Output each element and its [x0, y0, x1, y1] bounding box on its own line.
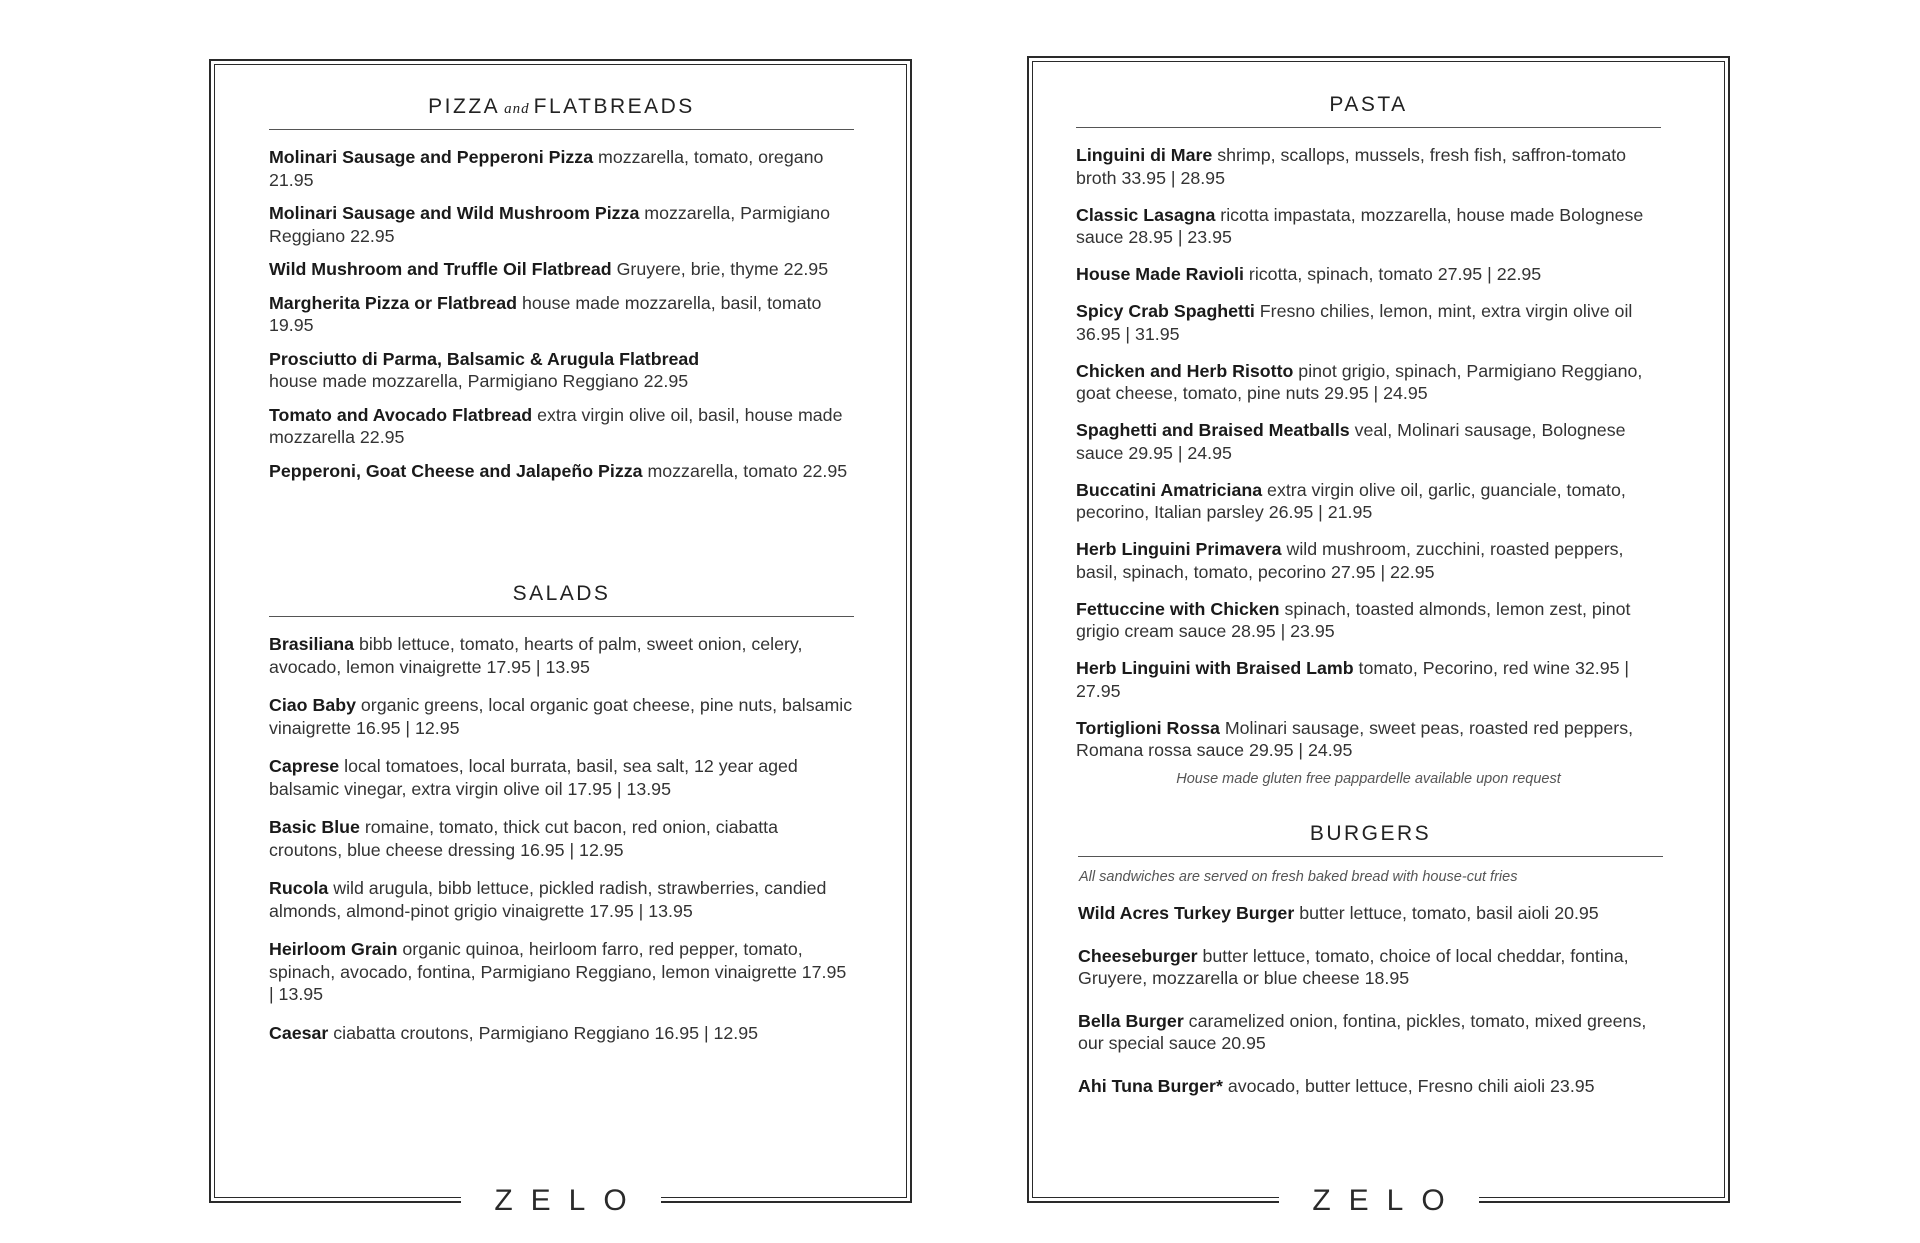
item-desc: ricotta, spinach, tomato 27.95 | 22.95: [1243, 264, 1542, 284]
menu-item: [1078, 945, 1663, 990]
item-name: Wild Acres Turkey Burger: [1078, 903, 1295, 923]
menu-item: [269, 202, 854, 247]
menu-item: [1076, 263, 1661, 286]
item-desc: ciabatta croutons, Parmigiano Reggiano 16.95 | 12.95: [328, 1022, 759, 1043]
item-name: Wild Mushroom and Truffle Oil Flatbread: [269, 259, 612, 279]
menu-item: [1076, 144, 1661, 189]
menu-item: [1076, 657, 1661, 702]
item-desc: pinot grigio, spinach, Parmigiano Reggiano, goat cheese, tomato, pine nuts 29.95 | 24.95: [1076, 360, 1643, 403]
item-desc: house made mozzarella, basil, tomato 19.95: [269, 292, 822, 335]
section-title: [269, 95, 854, 130]
item-name: Pepperoni, Goat Cheese and Jalapeño Pizza: [269, 460, 643, 481]
menu-item: [269, 938, 854, 1006]
item-name: Spicy Crab Spaghetti: [1076, 301, 1255, 321]
item-desc: mozzarella, tomato 22.95: [642, 460, 848, 481]
menu-item: [1076, 360, 1661, 405]
menu-item: [269, 816, 854, 861]
item-desc: extra virgin olive oil, basil, house made mozzarella 22.95: [269, 404, 843, 447]
item-desc: local tomatoes, local burrata, basil, sea salt, 12 year aged balsamic vinegar, extra virgin olive oil 17.95 | 13.95: [269, 756, 798, 799]
menu-item: [1076, 204, 1661, 249]
title-and: and: [504, 101, 530, 117]
item-desc: extra virgin olive oil, garlic, guanciale, tomato, pecorino, Italian parsley 26.95 | 21.95: [1076, 479, 1626, 522]
logo-text: ZELO: [1312, 1184, 1463, 1217]
menu-item: [269, 292, 854, 337]
logo-zelo-right: [1279, 1184, 1479, 1217]
item-name: Ciao Baby: [269, 695, 356, 715]
item-name: Tortiglioni Rossa: [1076, 717, 1220, 738]
item-desc: Gruyere, brie, thyme 22.95: [611, 259, 829, 279]
item-desc: butter lettuce, tomato, choice of local cheddar, fontina, Gruyere, mozzarella or blue cheese 18.95: [1078, 945, 1629, 988]
item-name: Buccatini Amatriciana: [1076, 479, 1263, 500]
item-name: Herb Linguini with Braised Lamb: [1076, 658, 1354, 678]
menu-item: [1076, 538, 1661, 583]
menu-item: [269, 877, 854, 922]
section-title: PASTA: [1076, 93, 1661, 128]
item-name: Caprese: [269, 756, 340, 776]
burgers-note: All sandwiches are served on fresh baked bread with house-cut fries: [1079, 869, 1518, 885]
item-name: Tomato and Avocado Flatbread: [269, 404, 533, 425]
item-name: Linguini di Mare: [1076, 145, 1213, 165]
menu-item: [269, 755, 854, 800]
item-desc: Fresno chilies, lemon, mint, extra virgin olive oil 36.95 | 31.95: [1076, 301, 1633, 344]
item-name: Basic Blue: [269, 817, 360, 837]
item-desc: spinach, toasted almonds, lemon zest, pinot grigio cream sauce 28.95 | 23.95: [1076, 598, 1631, 641]
item-desc: caramelized onion, fontina, pickles, tomato, mixed greens, our special sauce 20.95: [1078, 1010, 1647, 1053]
menu-item: [269, 258, 854, 281]
item-desc: romaine, tomato, thick cut bacon, red onion, ciabatta croutons, blue cheese dressing 16.95 | 12.95: [269, 817, 779, 860]
section-pizza-flatbreads: [269, 95, 854, 493]
menu-item: [269, 460, 854, 483]
item-name: Bella Burger: [1078, 1010, 1184, 1031]
title-part: FLATBREADS: [533, 95, 695, 118]
item-desc: mozzarella, Parmigiano Reggiano 22.95: [269, 203, 831, 246]
item-name: Rucola: [269, 878, 329, 898]
menu-item: [1076, 300, 1661, 345]
item-desc: shrimp, scallops, mussels, fresh fish, saffron-tomato broth 33.95 | 28.95: [1076, 145, 1627, 188]
item-name: Herb Linguini Primavera: [1076, 539, 1282, 559]
item-name: Spaghetti and Braised Meatballs: [1076, 420, 1350, 440]
item-name: Brasiliana: [269, 634, 354, 654]
item-name: Caesar: [269, 1022, 329, 1043]
item-desc: veal, Molinari sausage, Bolognese sauce 29.95 | 24.95: [1076, 420, 1626, 463]
section-title: SALADS: [269, 582, 854, 617]
item-name: Fettuccine with Chicken: [1076, 598, 1280, 619]
item-name: House Made Ravioli: [1076, 264, 1244, 284]
menu-item: [1076, 598, 1661, 643]
menu-item: [1076, 419, 1661, 464]
logo-text: ZELO: [494, 1184, 645, 1217]
item-desc: organic greens, local organic goat cheese, pine nuts, balsamic vinaigrette 16.95 | 12.95: [269, 695, 853, 738]
menu-item: [269, 348, 854, 393]
menu-item: [269, 633, 854, 678]
item-desc: wild mushroom, zucchini, roasted peppers, basil, spinach, tomato, pecorino 27.95 | 22.95: [1076, 539, 1624, 582]
item-desc: Molinari sausage, sweet peas, roasted red peppers, Romana rossa sauce 29.95 | 24.95: [1076, 717, 1634, 760]
item-name: Prosciutto di Parma, Balsamic & Arugula Flatbread: [269, 348, 700, 369]
section-burgers: [1078, 822, 1663, 1117]
item-desc: organic quinoa, heirloom farro, red pepper, tomato, spinach, avocado, fontina, Parmigiano Reggiano, lemon vinaigrette 17.95 | 13.95: [269, 939, 847, 1004]
pasta-gluten-free-note: House made gluten free pappardelle available upon request: [1176, 771, 1561, 787]
item-desc: ricotta impastata, mozzarella, house made Bolognese sauce 28.95 | 23.95: [1076, 204, 1644, 247]
item-name: Chicken and Herb Risotto: [1076, 360, 1294, 381]
item-desc: wild arugula, bibb lettuce, pickled radish, strawberries, candied almonds, almond-pinot grigio vinaigrette 17.95 | 13.95: [269, 878, 827, 921]
title-part: PIZZA: [428, 95, 501, 118]
section-salads: [269, 582, 854, 1060]
item-name: Cheeseburger: [1078, 945, 1198, 966]
item-desc: tomato, Pecorino, red wine 32.95 | 27.95: [1076, 658, 1630, 701]
menu-item: [1078, 902, 1663, 925]
logo-zelo-left: [461, 1184, 661, 1217]
item-name: Margherita Pizza or Flatbread: [269, 292, 518, 313]
item-name: Ahi Tuna Burger*: [1078, 1075, 1223, 1096]
menu-item: [1076, 717, 1661, 762]
item-desc: bibb lettuce, tomato, hearts of palm, sweet onion, celery, avocado, lemon vinaigrette 17.95 | 13.95: [269, 634, 803, 677]
item-desc: house made mozzarella, Parmigiano Reggiano 22.95: [269, 371, 689, 391]
menu-item: [1078, 1010, 1663, 1055]
menu-item: [1078, 1075, 1663, 1098]
item-name: Molinari Sausage and Wild Mushroom Pizza: [269, 203, 640, 223]
item-name: Molinari Sausage and Pepperoni Pizza: [269, 147, 594, 167]
item-desc: avocado, butter lettuce, Fresno chili aioli 23.95: [1222, 1075, 1595, 1096]
item-desc: mozzarella, tomato, oregano 21.95: [269, 147, 824, 190]
section-pasta: [1076, 93, 1661, 776]
item-name: Heirloom Grain: [269, 939, 398, 959]
menu-item: [1076, 479, 1661, 524]
menu-item: [269, 694, 854, 739]
menu-item: [269, 404, 854, 449]
item-name: Classic Lasagna: [1076, 204, 1216, 225]
item-desc: butter lettuce, tomato, basil aioli 20.95: [1294, 903, 1599, 923]
section-title: BURGERS: [1078, 822, 1663, 857]
menu-item: [269, 1022, 854, 1045]
menu-item: [269, 146, 854, 191]
